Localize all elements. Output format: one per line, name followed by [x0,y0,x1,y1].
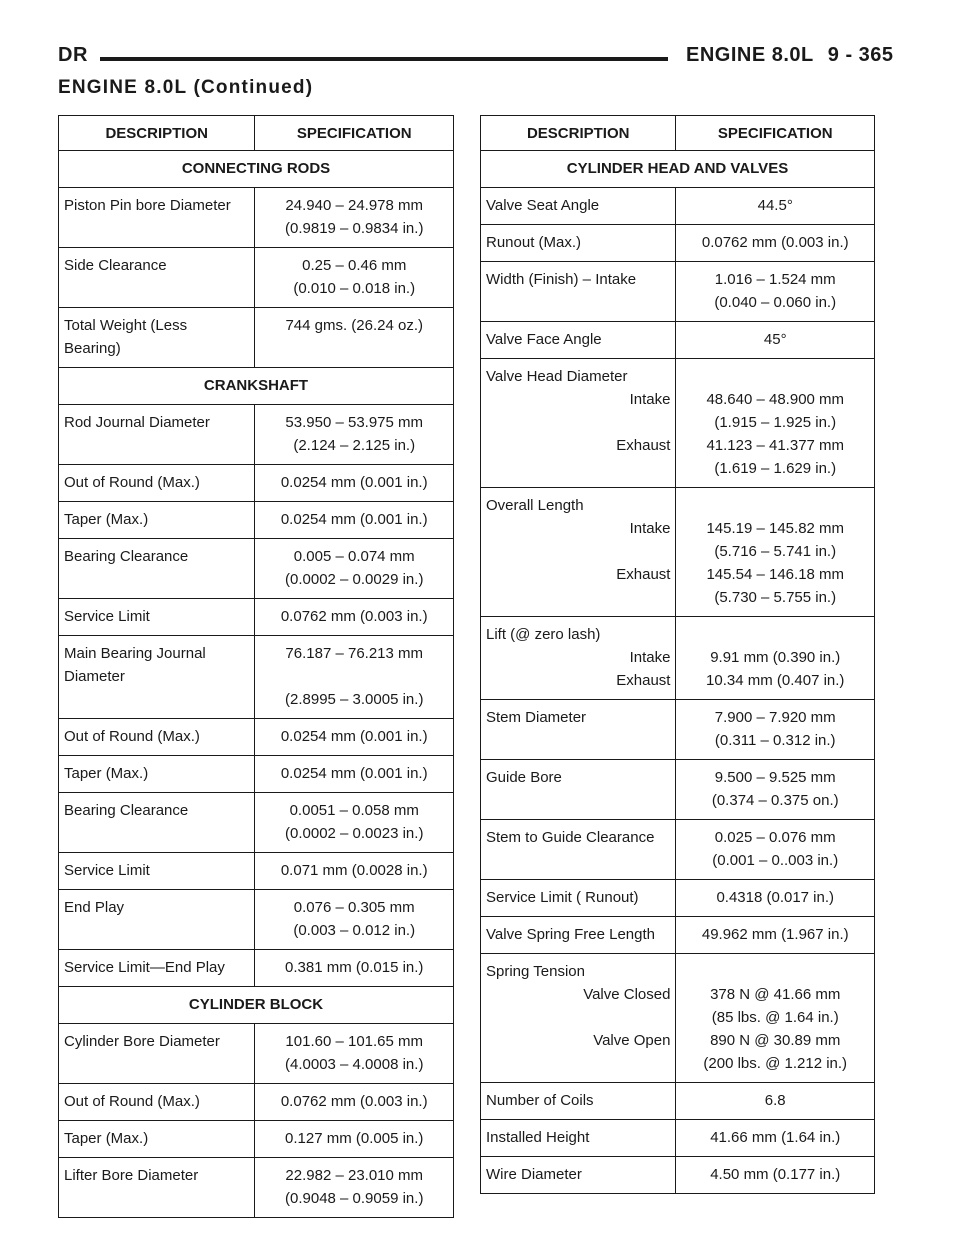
spec-line: (0.9819 – 0.9834 in.) [285,220,424,237]
sub-label-intake: Intake [629,391,671,408]
spec-line: 10.34 mm (0.407 in.) [706,672,845,689]
row-specification [255,890,454,950]
row-specification [676,700,875,760]
spec-line: (0.9048 – 0.9059 in.) [285,1190,424,1207]
row-specification [676,262,875,322]
row-description [481,954,676,1083]
table-row [59,465,454,502]
spec-line: (0.001 – 0..003 in.) [712,852,839,869]
row-specification [255,1158,454,1218]
row-specification: 6.8 [676,1083,875,1120]
table-row [59,1084,454,1121]
desc-line: Overall Length [486,497,584,514]
table-row [59,188,454,248]
row-specification [676,760,875,820]
spec-line: 0.076 – 0.305 mm [293,899,415,916]
section-title: CONNECTING RODS [59,151,454,188]
spec-line: 48.640 – 48.900 mm [706,391,845,408]
table-row [481,1120,875,1157]
row-specification [676,954,875,1083]
table-row [59,1158,454,1218]
sub-label-exhaust: Exhaust [616,672,671,689]
spec-line: (1.915 – 1.925 in.) [714,414,837,431]
row-specification: 0.0254 mm (0.001 in.) [255,719,454,756]
col-header-specification: SPECIFICATION [255,116,454,151]
table-header-row [59,116,454,151]
table-row [59,756,454,793]
row-description: Valve Face Angle [481,322,676,359]
col-header-description: DESCRIPTION [59,116,255,151]
row-description: Bearing Clearance [59,539,255,599]
row-description: Out of Round (Max.) [59,1084,255,1121]
row-description: Service Limit [59,599,255,636]
sub-label-exhaust: Exhaust [616,566,671,583]
row-description: Taper (Max.) [59,1121,255,1158]
row-specification: 0.0762 mm (0.003 in.) [255,599,454,636]
row-description: Service Limit—End Play [59,950,255,987]
row-description: Bearing Clearance [59,793,255,853]
row-specification: 0.0762 mm (0.003 in.) [676,225,875,262]
desc-line: Total Weight (Less [64,317,188,334]
sub-label-intake: Intake [629,649,671,666]
row-description: Rod Journal Diameter [59,405,255,465]
desc-line: Main Bearing Journal [64,645,206,662]
spec-line: 22.982 – 23.010 mm [285,1167,424,1184]
spec-line: (0.0002 – 0.0023 in.) [285,825,424,842]
spec-line: 0.005 – 0.074 mm [293,548,415,565]
row-description: Taper (Max.) [59,502,255,539]
row-description: Stem Diameter [481,700,676,760]
table-row [481,225,875,262]
row-description: Taper (Max.) [59,756,255,793]
table-row [481,880,875,917]
table-row [59,502,454,539]
table-row [59,853,454,890]
row-description [59,308,255,368]
table-row [59,719,454,756]
spec-line: (0.0002 – 0.0029 in.) [285,571,424,588]
spec-table-left [58,115,454,1218]
spec-line: 0.25 – 0.46 mm [302,257,407,274]
row-specification: 744 gms. (26.24 oz.) [255,308,454,368]
table-row [59,308,454,368]
row-description: Wire Diameter [481,1157,676,1194]
row-description [59,636,255,719]
page-title: ENGINE 8.0L (Continued) [58,77,314,98]
spec-line: 24.940 – 24.978 mm [285,197,424,214]
spec-line: 53.950 – 53.975 mm [285,414,424,431]
spec-line: 890 N @ 30.89 mm [710,1032,841,1049]
row-specification [255,793,454,853]
section-title: CRANKSHAFT [59,368,454,405]
row-specification: 0.0762 mm (0.003 in.) [255,1084,454,1121]
desc-line: Spring Tension [486,963,585,980]
row-specification: 4.50 mm (0.177 in.) [676,1157,875,1194]
sub-label-intake: Intake [629,520,671,537]
spec-table-right [480,115,875,1194]
section-title: CYLINDER BLOCK [59,987,454,1024]
desc-line: Lift (@ zero lash) [486,626,601,643]
spec-line: (2.124 – 2.125 in.) [293,437,416,454]
desc-line: Valve Head Diameter [486,368,628,385]
table-row [481,359,875,488]
row-specification [255,636,454,719]
section-row [59,368,454,405]
row-specification: 44.5° [676,188,875,225]
row-specification: 0.0254 mm (0.001 in.) [255,465,454,502]
table-row [59,599,454,636]
spec-line: (85 lbs. @ 1.64 in.) [711,1009,839,1026]
table-row [481,262,875,322]
row-specification [255,1024,454,1084]
spec-line: (5.730 – 5.755 in.) [714,589,837,606]
table-row [59,890,454,950]
table-row [481,700,875,760]
row-specification [676,617,875,700]
row-description: Out of Round (Max.) [59,465,255,502]
spec-line: (0.010 – 0.018 in.) [293,280,416,297]
row-description: Valve Seat Angle [481,188,676,225]
row-specification: 0.0254 mm (0.001 in.) [255,756,454,793]
table-row [59,950,454,987]
row-specification: 0.071 mm (0.0028 in.) [255,853,454,890]
spec-line: 0.0051 – 0.058 mm [289,802,419,819]
spec-line: (0.003 – 0.012 in.) [293,922,416,939]
row-description: Lifter Bore Diameter [59,1158,255,1218]
row-specification [255,248,454,308]
row-description [481,488,676,617]
table-row [481,760,875,820]
row-specification [676,488,875,617]
row-description: Valve Spring Free Length [481,917,676,954]
spec-line: 9.500 – 9.525 mm [714,769,836,786]
header-manual-code: DR [58,44,88,66]
row-description: End Play [59,890,255,950]
table-row [59,636,454,719]
row-description: Number of Coils [481,1083,676,1120]
row-description: Piston Pin bore Diameter [59,188,255,248]
spec-line: (5.716 – 5.741 in.) [714,543,837,560]
spec-line: (2.8995 – 3.0005 in.) [285,691,424,708]
row-description [481,617,676,700]
table-row [481,322,875,359]
row-description: Guide Bore [481,760,676,820]
spec-line: (0.311 – 0.312 in.) [714,732,836,749]
row-description: Cylinder Bore Diameter [59,1024,255,1084]
desc-line: Diameter [64,668,125,685]
row-description: Service Limit [59,853,255,890]
row-description: Installed Height [481,1120,676,1157]
section-row [59,987,454,1024]
row-specification: 49.962 mm (1.967 in.) [676,917,875,954]
table-row [481,188,875,225]
table-row [59,405,454,465]
spec-line: (200 lbs. @ 1.212 in.) [703,1055,848,1072]
table-row [481,820,875,880]
section-row [59,151,454,188]
row-specification: 0.127 mm (0.005 in.) [255,1121,454,1158]
spec-line: 7.900 – 7.920 mm [714,709,836,726]
table-row [59,539,454,599]
spec-spacer [681,960,869,983]
spec-spacer [681,494,869,517]
row-description: Runout (Max.) [481,225,676,262]
row-specification [255,405,454,465]
desc-spacer [486,540,670,563]
row-specification: 0.381 mm (0.015 in.) [255,950,454,987]
table-row [481,917,875,954]
col-header-description: DESCRIPTION [481,116,676,151]
header-title [686,44,894,67]
spec-line: 41.123 – 41.377 mm [706,437,845,454]
spec-line: 9.91 mm (0.390 in.) [710,649,841,666]
spec-line: 378 N @ 41.66 mm [710,986,841,1003]
row-description [481,359,676,488]
table-row [481,488,875,617]
row-specification: 0.0254 mm (0.001 in.) [255,502,454,539]
table-row [59,1024,454,1084]
spec-spacer [681,623,869,646]
desc-spacer [486,1052,670,1075]
spec-spacer [260,665,448,688]
sub-label-exhaust: Exhaust [616,437,671,454]
row-description: Side Clearance [59,248,255,308]
spec-line: 101.60 – 101.65 mm [285,1033,424,1050]
spec-spacer [681,365,869,388]
row-specification [255,539,454,599]
desc-spacer [486,457,670,480]
table-row [481,617,875,700]
row-specification: 45° [676,322,875,359]
row-description: Stem to Guide Clearance [481,820,676,880]
row-description: Width (Finish) – Intake [481,262,676,322]
spec-line: 1.016 – 1.524 mm [714,271,836,288]
row-specification: 41.66 mm (1.64 in.) [676,1120,875,1157]
page-number: 9 - 365 [827,44,894,66]
section-title: CYLINDER HEAD AND VALVES [481,151,875,188]
desc-spacer [486,411,670,434]
spec-line: (4.0003 – 4.0008 in.) [285,1056,424,1073]
spec-line: 145.19 – 145.82 mm [706,520,845,537]
spec-line: (1.619 – 1.629 in.) [714,460,837,477]
row-specification: 0.4318 (0.017 in.) [676,880,875,917]
spec-line: (0.040 – 0.060 in.) [714,294,837,311]
header-section-name: ENGINE 8.0L [686,44,814,66]
desc-spacer [486,586,670,609]
section-row [481,151,875,188]
table-row [481,954,875,1083]
row-specification [255,188,454,248]
sub-label-valve-open: Valve Open [593,1032,671,1049]
row-description: Out of Round (Max.) [59,719,255,756]
row-specification [676,359,875,488]
row-specification [676,820,875,880]
desc-line: Bearing) [64,340,121,357]
spec-line: 145.54 – 146.18 mm [706,566,845,583]
table-row [481,1083,875,1120]
spec-line: 76.187 – 76.213 mm [285,645,424,662]
table-row [59,793,454,853]
spec-line: (0.374 – 0.375 on.) [711,792,839,809]
table-row [59,248,454,308]
table-header-row [481,116,875,151]
col-header-specification: SPECIFICATION [676,116,875,151]
row-description: Service Limit ( Runout) [481,880,676,917]
sub-label-valve-closed: Valve Closed [583,986,671,1003]
table-row [481,1157,875,1194]
desc-spacer [486,1006,670,1029]
table-row [59,1121,454,1158]
spec-line: 0.025 – 0.076 mm [714,829,836,846]
header-rule [100,57,668,61]
